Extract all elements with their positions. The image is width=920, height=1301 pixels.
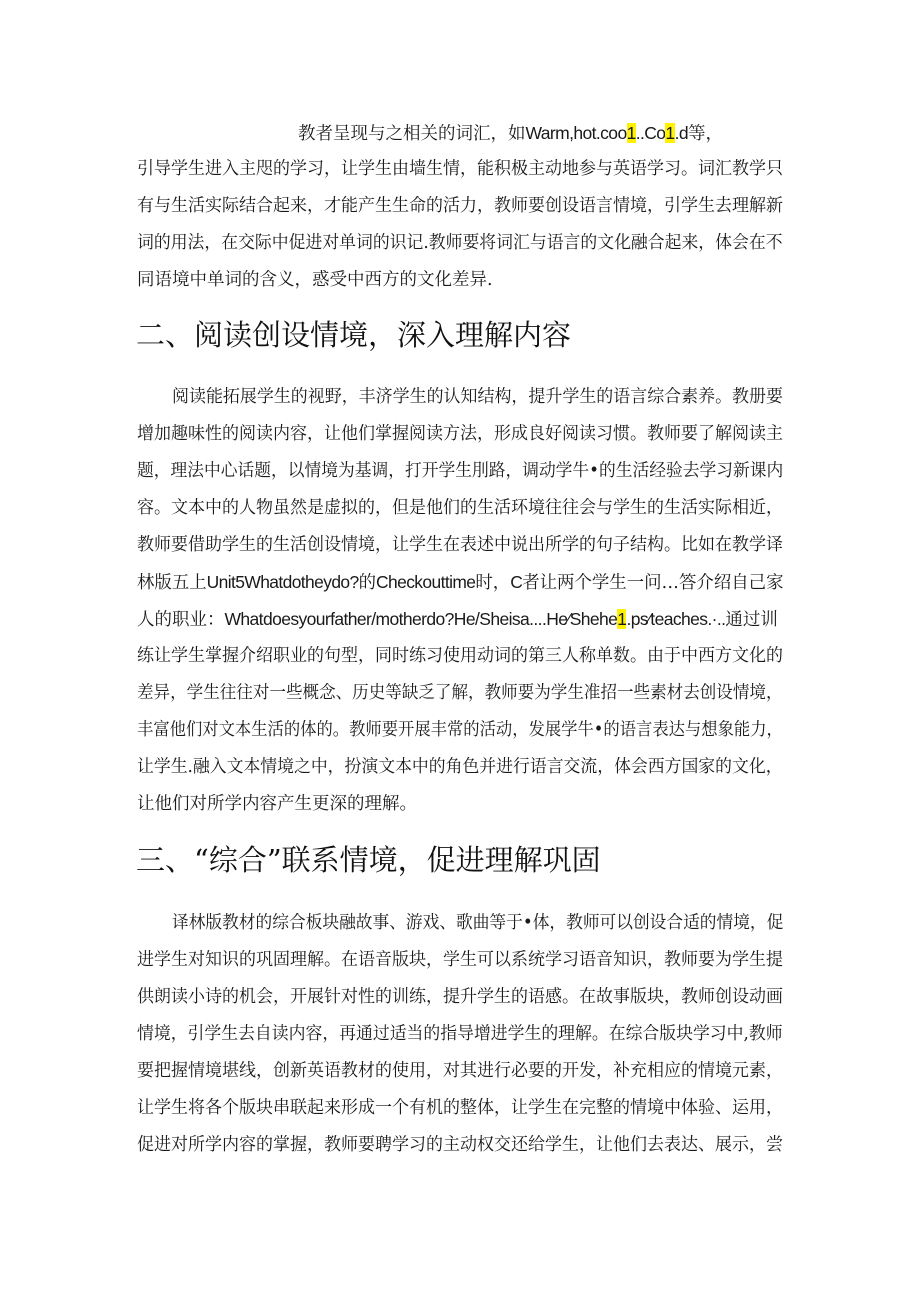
section-heading-2: 二、阅读创设情境，深入理解内容 xyxy=(136,318,572,352)
paragraph-3-line: 要把握情境堪线，创新英语教材的使用，对其进行必要的开发，补充相应的情境元素， xyxy=(137,1061,783,1081)
text-run: 教者呈现与之相关的词汇，如 xyxy=(298,124,526,144)
highlighted-text: 1 xyxy=(626,123,636,143)
text-run: 时， xyxy=(475,573,511,593)
english-words: .d xyxy=(674,123,688,143)
paragraph-2-line: 让他们对所学内容产生更深的理解。 xyxy=(137,794,417,814)
paragraph-2-line: 差异，学生往往对一些概念、历史等缺乏了解，教师要为学生准招一些素材去创设情境， xyxy=(137,683,783,703)
paragraph-1-line: 同语境中单词的含义，惑受中西方的文化差异. xyxy=(137,270,493,290)
text-run: 者让两个学生一问…答介绍自己家 xyxy=(522,573,784,593)
section-heading-3: 三、“综合”联系情境，促进理解巩固 xyxy=(136,843,601,877)
paragraph-1-line: 词的用法，在交际中促进对单词的识记.教师要将词汇与语言的文化融合起来，体会在不 xyxy=(137,233,783,253)
paragraph-2-line-6 xyxy=(137,571,783,594)
text-run: 通过训 xyxy=(725,610,778,630)
paragraph-2-line: 阅读能拓展学生的视野，丰济学生的认知结构，提升学生的语言综合素养。教册要 xyxy=(172,387,783,407)
paragraph-2-line: 丰富他们对文本生活的体的。教师要开展丰常的活动，发展学牛•的语言表达与想象能力， xyxy=(137,720,783,740)
english-words: Warm,hot.coo xyxy=(525,123,627,143)
english-words: ..Co xyxy=(635,123,666,143)
english-words: Checkouttime xyxy=(376,572,476,592)
paragraph-2-line: 教师要借助学生的生活创设情境，让学生在表述中说出所学的句子结构。比如在教学译 xyxy=(137,535,783,555)
paragraph-3-line: 进学生对知识的巩固理解。在语音版块，学生可以系统学习语音知识，教师要为学生提 xyxy=(137,950,783,970)
text-run: 等， xyxy=(687,124,723,144)
paragraph-3-line: 促进对所学内容的掌握，教师要聘学习的主动权交还给学生，让他们去表达、展示，尝 xyxy=(137,1135,783,1155)
paragraph-2-line: 容。文本中的人物虽然是虚拟的，但是他们的生活环境往往会与学生的生活实际相近， xyxy=(137,498,783,518)
paragraph-3-line: 译林版教材的综合板块融故事、游戏、歌曲等于•体，教师可以创设合适的情境，促 xyxy=(172,913,784,933)
paragraph-3-line: 情境，引学生去自读内容，再通过适当的指导增进学生的理解。在综合版块学习中,教师 xyxy=(137,1024,783,1044)
paragraph-3-line: 供朗读小诗的机会，开展针对性的训练，提升学生的语感。在故事版块，教师创设动画 xyxy=(137,987,783,1007)
text-run: 人的职业： xyxy=(137,610,225,630)
paragraph-1-line: 有与生活实际结合起来，才能产生生命的活力，教师要创设语言情境，引学生去理解新 xyxy=(137,196,783,216)
paragraph-2-line: 练让学生掌握介绍职业的句型，同时练习使用动词的第三人称单数。由于中西方文化的 xyxy=(137,646,783,666)
english-words: C xyxy=(510,572,523,592)
paragraph-2-line: 增加趣味性的阅读内容，让他们掌握阅读方法，形成良好阅读习惯。教师要了解阅读主 xyxy=(137,424,783,444)
paragraph-2-line: 题，理法中心话题，以情境为基调，打开学生刖路，调动学牛•的生活经验去学习新课内 xyxy=(137,461,784,481)
english-words: .ps∕teaches.·.. xyxy=(626,609,726,629)
english-words: Unit5Whatdotheydo? xyxy=(206,572,359,592)
paragraph-3-line: 让学生将各个版块串联起来形成一个有机的整体，让学生在完整的情境中体验、运用， xyxy=(137,1098,783,1118)
paragraph-1-line-1 xyxy=(298,122,723,145)
paragraph-2-line-7 xyxy=(137,608,778,631)
english-words: Whatdoesyourfather/motherdo?He/Sheisa....He∕Shehe xyxy=(224,609,618,629)
text-run: 林版五上 xyxy=(137,573,207,593)
highlighted-text: 1 xyxy=(665,123,675,143)
paragraph-2-line: 让学生.融入文本情境之中，扮演文本中的角色并进行语言交流，体会西方国家的文化， xyxy=(137,757,783,777)
text-run: 的 xyxy=(358,573,377,593)
paragraph-1-line: 引导学生进入主咫的学习，让学生由墙生情，能积极主动地参与英语学习。词汇教学只 xyxy=(137,159,783,179)
highlighted-text: 1 xyxy=(617,609,627,629)
